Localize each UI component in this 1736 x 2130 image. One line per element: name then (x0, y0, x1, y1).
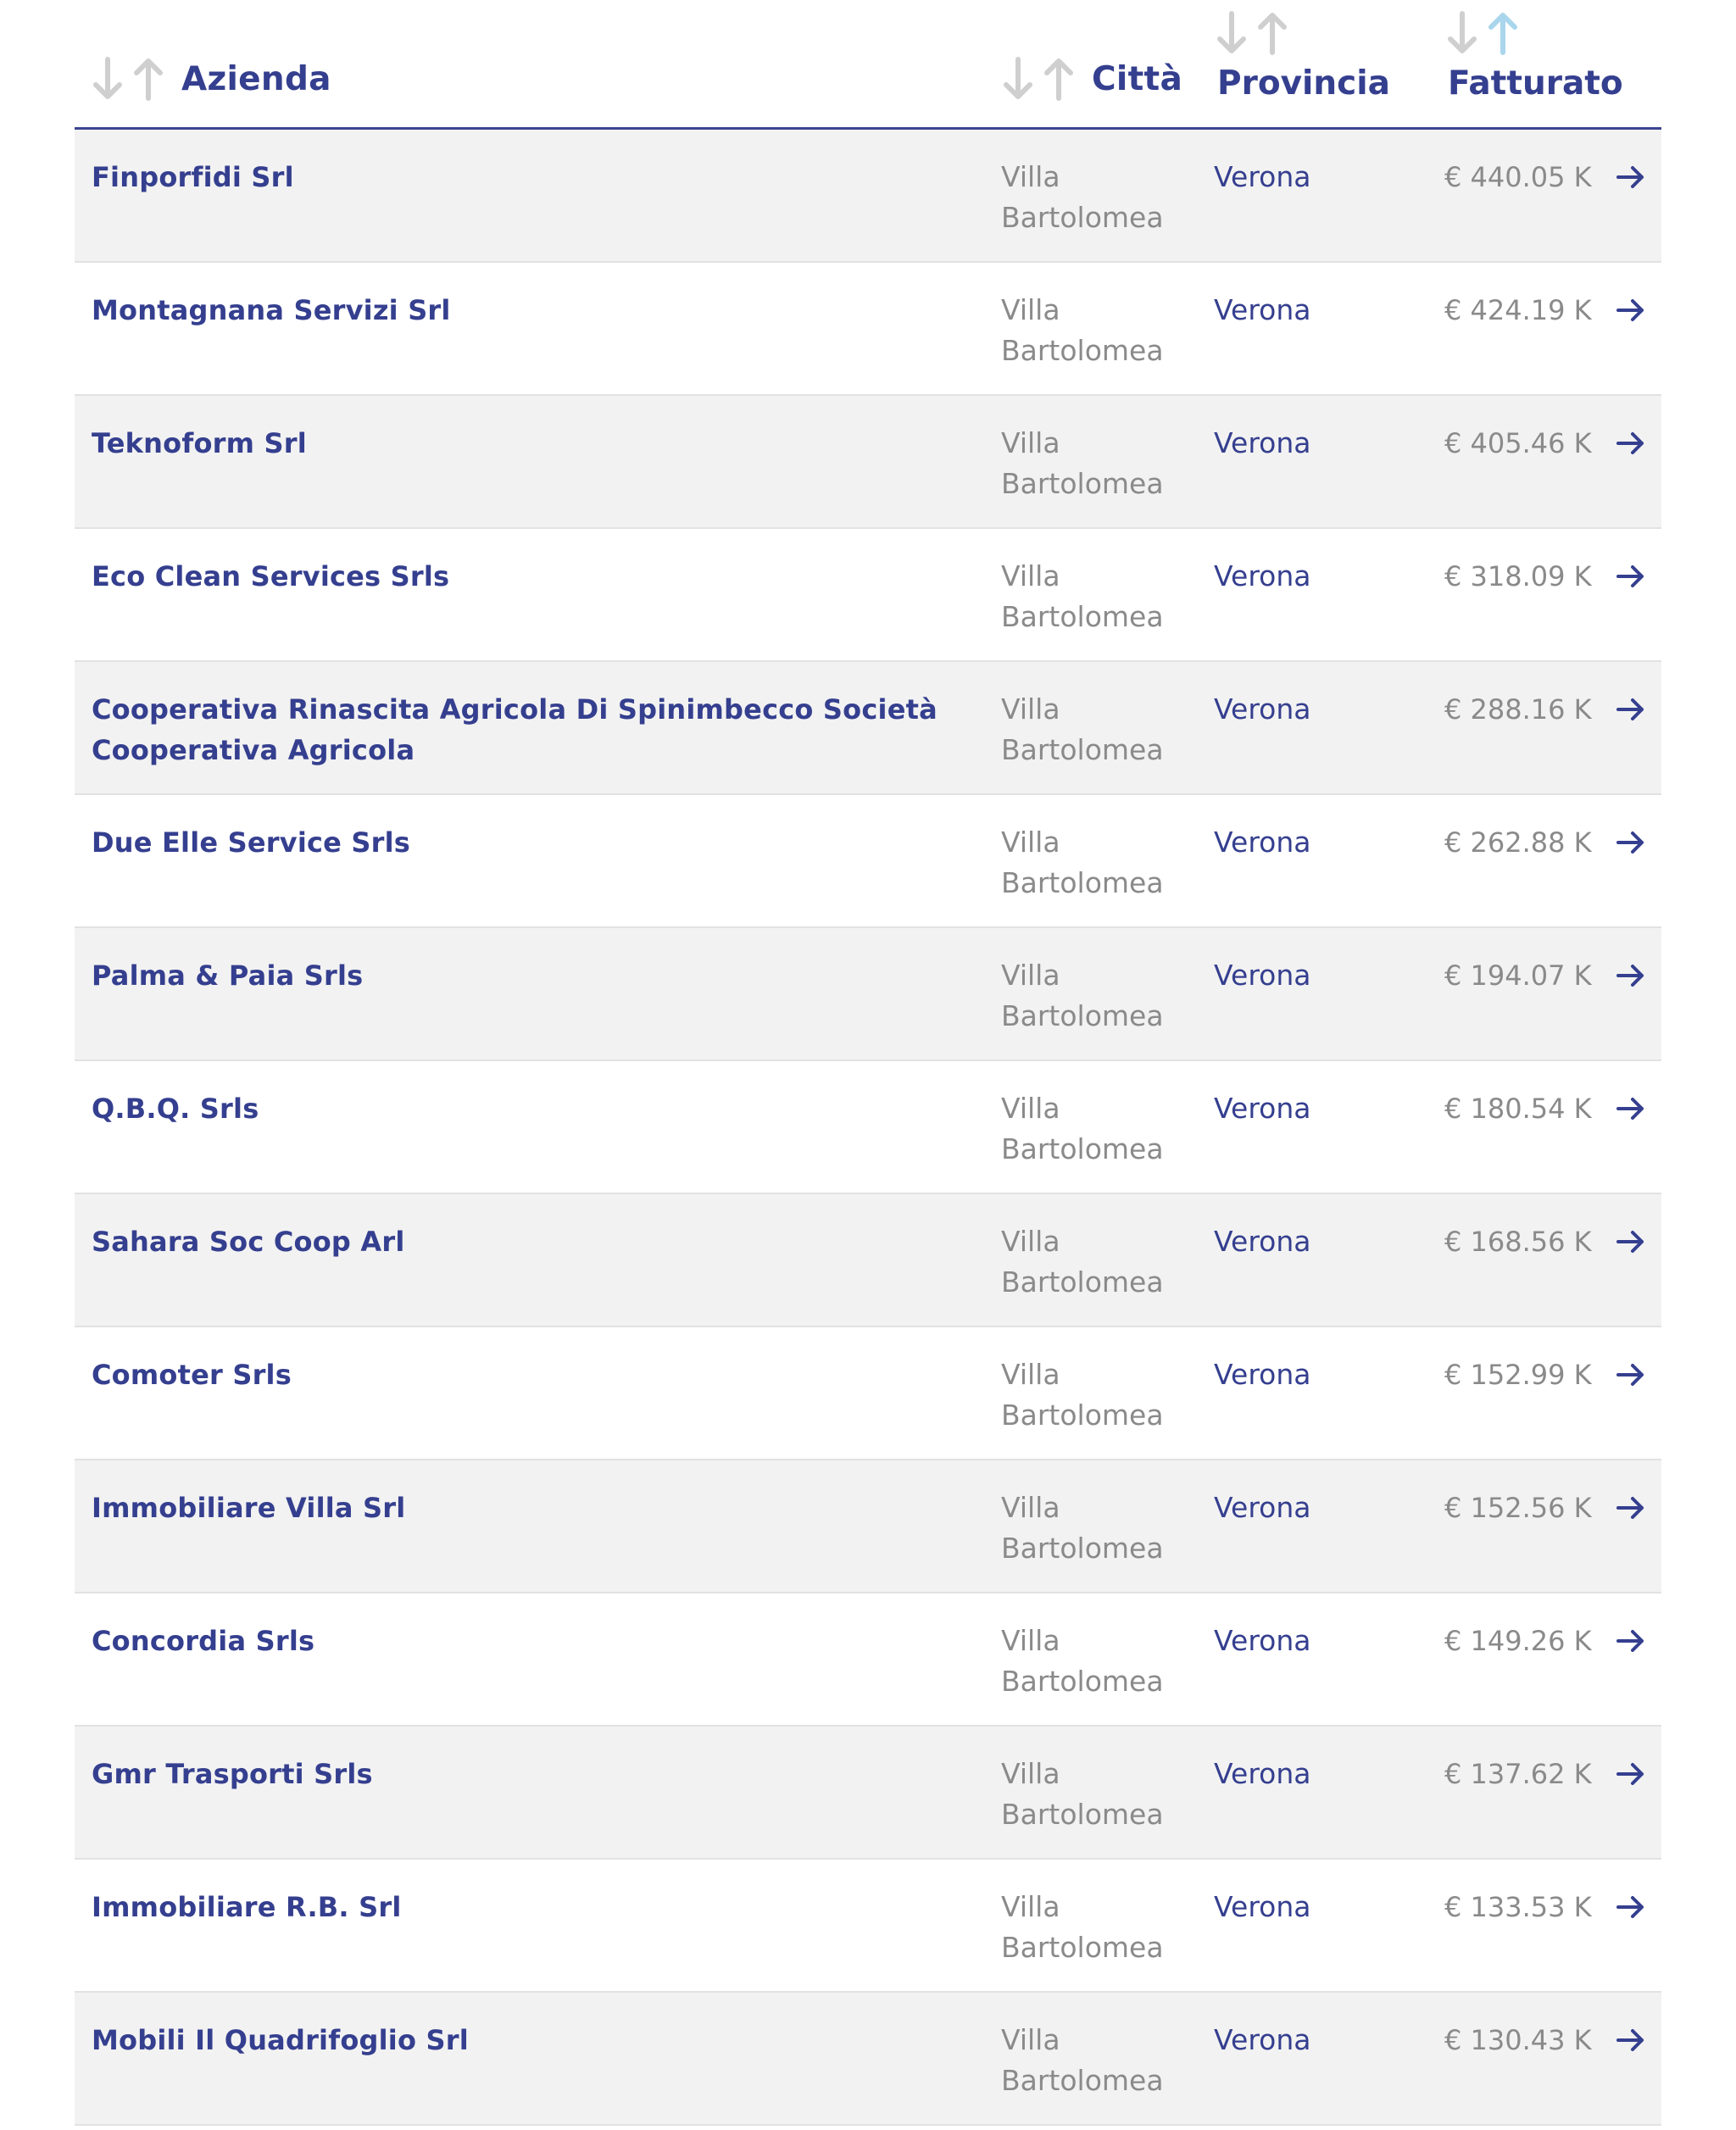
city-cell: Villa Bartolomea (1001, 692, 1164, 766)
revenue-cell: € 262.88 K (1444, 826, 1592, 859)
header-azienda-label[interactable]: Azienda (181, 59, 331, 98)
company-name-link[interactable]: Sahara Soc Coop Arl (92, 1226, 405, 1258)
province-cell: Verona (1214, 160, 1311, 193)
arrow-right-icon[interactable] (1614, 426, 1648, 460)
sort-controls-provincia (1214, 8, 1290, 58)
sort-ascending-icon[interactable] (131, 54, 166, 103)
arrow-right-icon[interactable] (1614, 160, 1648, 194)
sort-descending-icon[interactable] (1444, 8, 1480, 58)
arrow-right-icon[interactable] (1614, 1624, 1648, 1658)
table-row[interactable] (75, 263, 1661, 396)
province-cell: Verona (1214, 1624, 1311, 1657)
table-row[interactable] (75, 529, 1661, 662)
companies-table (75, 0, 1661, 2126)
province-cell: Verona (1214, 1225, 1311, 1258)
revenue-cell: € 168.56 K (1444, 1226, 1592, 1258)
city-cell: Villa Bartolomea (1001, 959, 1164, 1032)
province-cell: Verona (1214, 2023, 1311, 2056)
company-name-link[interactable]: Immobiliare R.B. Srl (92, 1891, 402, 1923)
company-name-link[interactable]: Due Elle Service Srls (92, 826, 411, 859)
revenue-cell: € 318.09 K (1444, 560, 1592, 592)
arrow-right-icon[interactable] (1614, 959, 1648, 993)
revenue-cell: € 137.62 K (1444, 1758, 1592, 1790)
header-provincia-label[interactable]: Provincia (1217, 64, 1390, 103)
table-row[interactable] (75, 130, 1661, 263)
city-cell: Villa Bartolomea (1001, 426, 1164, 500)
city-cell: Villa Bartolomea (1001, 160, 1164, 234)
sort-ascending-active-icon[interactable] (1485, 8, 1521, 58)
province-cell: Verona (1214, 959, 1311, 992)
revenue-cell: € 288.16 K (1444, 693, 1592, 726)
revenue-cell: € 152.56 K (1444, 1492, 1592, 1524)
table-row[interactable] (75, 795, 1661, 928)
sort-ascending-icon[interactable] (1255, 8, 1290, 58)
table-row[interactable] (75, 1460, 1661, 1593)
company-name-link[interactable]: Comoter Srls (92, 1359, 292, 1391)
province-cell: Verona (1214, 559, 1311, 592)
company-name-link[interactable]: Montagnana Servizi Srl (92, 294, 451, 326)
company-name-link[interactable]: Concordia Srls (92, 1625, 315, 1657)
revenue-cell: € 133.53 K (1444, 1891, 1592, 1923)
revenue-cell: € 440.05 K (1444, 161, 1592, 193)
city-cell: Villa Bartolomea (1001, 559, 1164, 633)
header-citta (1000, 54, 1182, 103)
company-name-link[interactable]: Palma & Paia Srls (92, 959, 364, 992)
table-row[interactable] (75, 1327, 1661, 1460)
revenue-cell: € 194.07 K (1444, 959, 1592, 992)
company-name-link[interactable]: Cooperativa Rinascita Agricola Di Spinimbecco Società Cooperativa Agricola (92, 693, 938, 766)
revenue-cell: € 152.99 K (1444, 1359, 1592, 1391)
city-cell: Villa Bartolomea (1001, 1358, 1164, 1432)
arrow-right-icon[interactable] (1614, 1225, 1648, 1259)
company-name-link[interactable]: Immobiliare Villa Srl (92, 1492, 406, 1524)
revenue-cell: € 180.54 K (1444, 1093, 1592, 1125)
sort-ascending-icon[interactable] (1041, 54, 1077, 103)
sort-controls-azienda (90, 54, 166, 103)
table-row[interactable] (75, 662, 1661, 795)
sort-controls-fatturato (1444, 8, 1521, 58)
arrow-right-icon[interactable] (1614, 1092, 1648, 1126)
header-provincia (1214, 8, 1390, 103)
company-name-link[interactable]: Teknoform Srl (92, 427, 307, 459)
revenue-cell: € 149.26 K (1444, 1625, 1592, 1657)
province-cell: Verona (1214, 1757, 1311, 1790)
city-cell: Villa Bartolomea (1001, 1225, 1164, 1299)
city-cell: Villa Bartolomea (1001, 1890, 1164, 1964)
revenue-cell: € 130.43 K (1444, 2024, 1592, 2056)
table-row[interactable] (75, 1194, 1661, 1327)
arrow-right-icon[interactable] (1614, 1358, 1648, 1392)
arrow-right-icon[interactable] (1614, 559, 1648, 593)
company-name-link[interactable]: Q.B.Q. Srls (92, 1093, 259, 1125)
province-cell: Verona (1214, 426, 1311, 459)
arrow-right-icon[interactable] (1614, 1890, 1648, 1924)
header-citta-label[interactable]: Città (1092, 59, 1183, 98)
province-cell: Verona (1214, 826, 1311, 859)
header-fatturato-label[interactable]: Fatturato (1448, 64, 1623, 103)
revenue-cell: € 424.19 K (1444, 294, 1592, 326)
table-row[interactable] (75, 396, 1661, 529)
arrow-right-icon[interactable] (1614, 826, 1648, 859)
province-cell: Verona (1214, 293, 1311, 326)
city-cell: Villa Bartolomea (1001, 1624, 1164, 1698)
arrow-right-icon[interactable] (1614, 293, 1648, 327)
company-name-link[interactable]: Mobili Il Quadrifoglio Srl (92, 2024, 469, 2056)
sort-controls-citta (1000, 54, 1077, 103)
province-cell: Verona (1214, 1890, 1311, 1923)
sort-descending-icon[interactable] (90, 54, 125, 103)
province-cell: Verona (1214, 1358, 1311, 1391)
header-fatturato (1444, 8, 1623, 103)
province-cell: Verona (1214, 1491, 1311, 1524)
company-name-link[interactable]: Gmr Trasporti Srls (92, 1758, 373, 1790)
table-body (75, 130, 1661, 2126)
company-name-link[interactable]: Finporfidi Srl (92, 161, 294, 193)
table-row[interactable] (75, 928, 1661, 1061)
province-cell: Verona (1214, 1092, 1311, 1125)
city-cell: Villa Bartolomea (1001, 293, 1164, 367)
arrow-right-icon[interactable] (1614, 2023, 1648, 2057)
arrow-right-icon[interactable] (1614, 692, 1648, 726)
table-row[interactable] (75, 1993, 1661, 2126)
table-header (75, 0, 1661, 130)
table-row[interactable] (75, 1593, 1661, 1727)
province-cell: Verona (1214, 692, 1311, 726)
table-row[interactable] (75, 1727, 1661, 1860)
company-name-link[interactable]: Eco Clean Services Srls (92, 560, 450, 592)
arrow-right-icon[interactable] (1614, 1757, 1648, 1791)
city-cell: Villa Bartolomea (1001, 2023, 1164, 2097)
table-row[interactable] (75, 1061, 1661, 1194)
sort-descending-icon[interactable] (1214, 8, 1249, 58)
revenue-cell: € 405.46 K (1444, 427, 1592, 459)
table-row[interactable] (75, 1860, 1661, 1993)
header-azienda (90, 54, 331, 103)
sort-descending-icon[interactable] (1000, 54, 1036, 103)
city-cell: Villa Bartolomea (1001, 1092, 1164, 1165)
city-cell: Villa Bartolomea (1001, 1491, 1164, 1565)
city-cell: Villa Bartolomea (1001, 826, 1164, 899)
city-cell: Villa Bartolomea (1001, 1757, 1164, 1831)
arrow-right-icon[interactable] (1614, 1491, 1648, 1525)
